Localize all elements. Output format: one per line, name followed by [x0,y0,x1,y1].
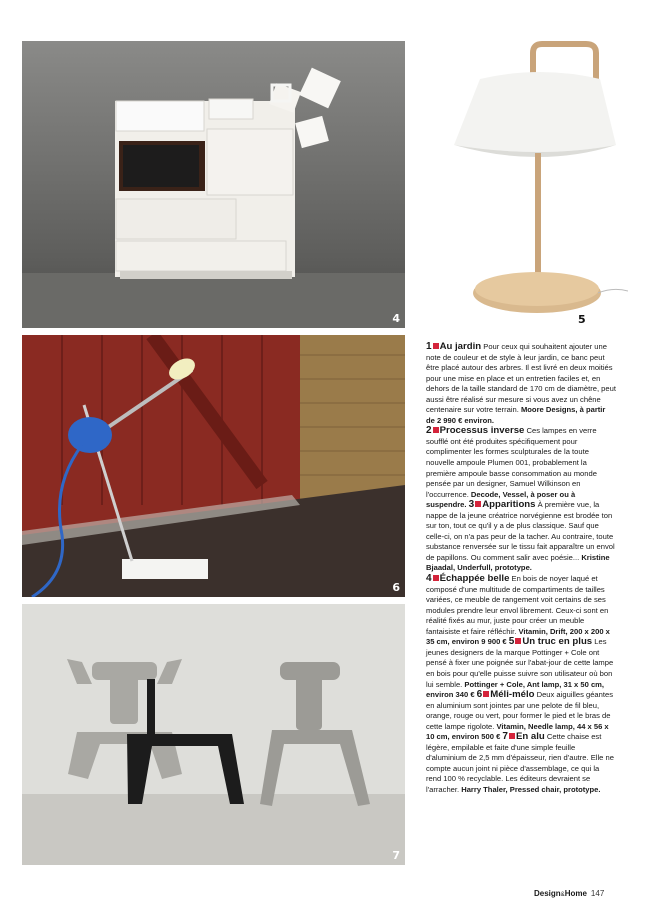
item-body: À première vue, la nappe de la jeune créatrice norvégienne est brodée ton sur ton, tout ce qu'il y a de plus classique. Sauf que celle-ci, on n'a pas peur de la tacher. Au contraire, toute substance renversée sur le tissu fait apparaître un envol de papillons. Ou comment salir avec poésie... [426,500,615,562]
red-square-bullet [433,343,439,349]
photo-pressed-chairs [22,604,405,865]
photo-number: 6 [392,581,400,594]
item-body: Les jeunes designers de la marque Pottinger + Cole ont pensé à fixer une poignée sur l'abat-jour de cette lampe en bois pour qu'elle puisse suivre son utilisateur où bon lui semble. [426,637,614,689]
item-title: Méli-mélo [490,689,535,701]
red-square-bullet [515,638,521,644]
item-body: Pour ceux qui souhaitent ajouter une note de couleur et de style à leur jardin, ce banc peut être placé autour des arbres. Il est livré en deux moitiés pour une mise en place et un entretien faciles et, en dehors de la taille standard de 170 cm de diamètre, peut aussi être réalisé sur mesure si vous avez un chêne centenaire sur votre terrain. [426,342,616,415]
item-number: 2 [426,425,432,437]
item-number: 6 [476,689,483,701]
item-number: 3 [468,499,475,511]
red-square-bullet [509,733,515,739]
magazine-brand [534,889,587,898]
item-title: En alu [515,731,545,743]
article-text [426,342,616,796]
item-credit: Pottinger + Cole, Ant lamp, 31 x 50 cm, environ 340 € [426,679,605,700]
red-square-bullet [475,501,481,507]
red-square-bullet [483,691,489,697]
item-title: Processus inverse [439,425,525,437]
item-title: Apparitions [482,499,536,511]
photo-number: 5 [578,313,586,326]
item-credit: Harry Thaler, Pressed chair, prototype. [461,784,601,794]
item-title: Échappée belle [439,573,510,585]
item-number: 1 [426,341,432,352]
item-number: 7 [502,731,508,743]
photo-ant-lamp [408,41,628,328]
brand-home: Home [564,889,587,898]
item-credit: Decode, Vessel, à poser ou à suspendre. [426,489,576,510]
item-body: Deux aiguilles géantes en aluminium sont jointes par une pelote de fil bleu, orange, rouge ou vert, pour former le pied et le bras de cette lampe rigolote. [426,690,614,731]
item-credit: Vitamin, Needle lamp, 44 x 56 x 10 cm, environ 500 € [426,721,609,742]
photo-cabinet [22,41,405,328]
item-credit: Kristine Bjaadal, Underfull, prototype. [426,552,610,573]
item-body: Ces lampes en verre soufflé ont été produites spécifiquement pour complimenter les formes sculpturales de la toute nouvelle ampoule Plumen 001, probablement la première ampoule basse consommation au monde pensée par un designer, Samuel Wilkinson en l'occurrence. [426,426,597,499]
item-title: Au jardin [439,341,482,352]
item-number: 5 [508,636,515,648]
item-body: En bois de noyer laqué et composé d'une multitude de compartiments de tailles variées, ce meuble de rangement voit certains de ses modules prendre leur envol librement. Ceux-ci sont en réalité fixés au mur, juste pour créer un meuble fantaisiste et faire réfléchir. [426,574,609,636]
item-title: Un truc en plus [522,636,593,648]
brand-design: Design [534,889,561,898]
photo-number: 7 [392,849,400,862]
item-credit: Vitamin, Drift, 200 x 200 x 35 cm, environ 9 900 € [426,626,610,647]
item-credit: Moore Designs, à partir de 2 990 € environ. [426,405,606,425]
page-footer [534,889,604,898]
red-square-bullet [433,427,439,433]
article-paragraph [426,342,616,796]
photo-number: 4 [392,312,400,325]
item-number: 4 [426,573,432,585]
brand-ampersand: & [560,892,565,898]
photo-needle-lamp [22,335,405,597]
red-square-bullet [433,575,439,581]
page-number: 147 [590,889,605,898]
item-body: Cette chaise est légère, empilable et faite d'une simple feuille d'aluminium de 2,5 mm d'épaisseur, rien d'autre. Elle ne compte aucun joint ni pièce d'assemblage, ce qui la rend 100 % recyclable. Les éditeurs devraient se l'arracher. [426,732,614,794]
